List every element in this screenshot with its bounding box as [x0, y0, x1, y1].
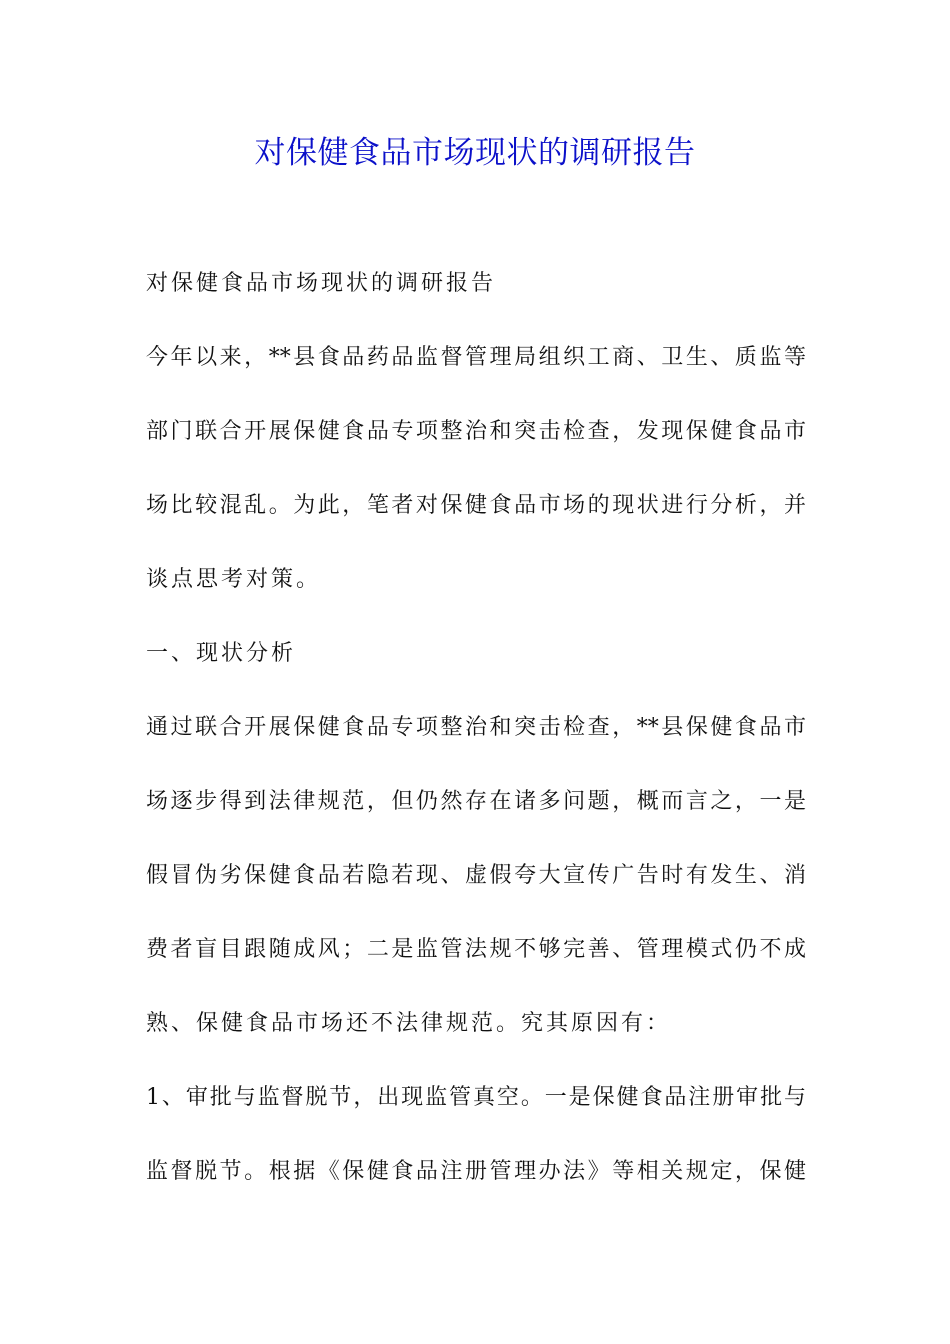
body-line: 监督脱节。根据《保健食品注册管理办法》等相关规定，保健: [146, 1159, 806, 1184]
body-line: 场比较混乱。为此，笔者对保健食品市场的现状进行分析，并: [146, 493, 806, 518]
body-line: 部门联合开展保健食品专项整治和突击检查，发现保健食品市: [146, 419, 806, 444]
body-line: 通过联合开展保健食品专项整治和突击检查，**县保健食品市: [146, 715, 806, 740]
document-title: 对保健食品市场现状的调研报告: [254, 135, 696, 171]
body-line: 场逐步得到法律规范，但仍然存在诸多问题，概而言之，一是: [146, 789, 806, 814]
body-line: 今年以来，**县食品药品监督管理局组织工商、卫生、质监等: [146, 345, 806, 370]
body-line: 熟、保健食品市场还不法律规范。究其原因有：: [146, 1011, 672, 1036]
section-heading: 一、现状分析: [146, 641, 297, 666]
body-line: 费者盲目跟随成风；二是监管法规不够完善、管理模式仍不成: [146, 937, 806, 962]
document-body: [146, 262, 806, 1224]
body-line: 假冒伪劣保健食品若隐若现、虚假夸大宣传广告时有发生、消: [146, 863, 806, 888]
body-line: 1、审批与监督脱节，出现监管真空。一是保健食品注册审批与: [146, 1085, 806, 1110]
body-line: 对保健食品市场现状的调研报告: [146, 271, 497, 296]
body-line: 谈点思考对策。: [146, 567, 322, 592]
